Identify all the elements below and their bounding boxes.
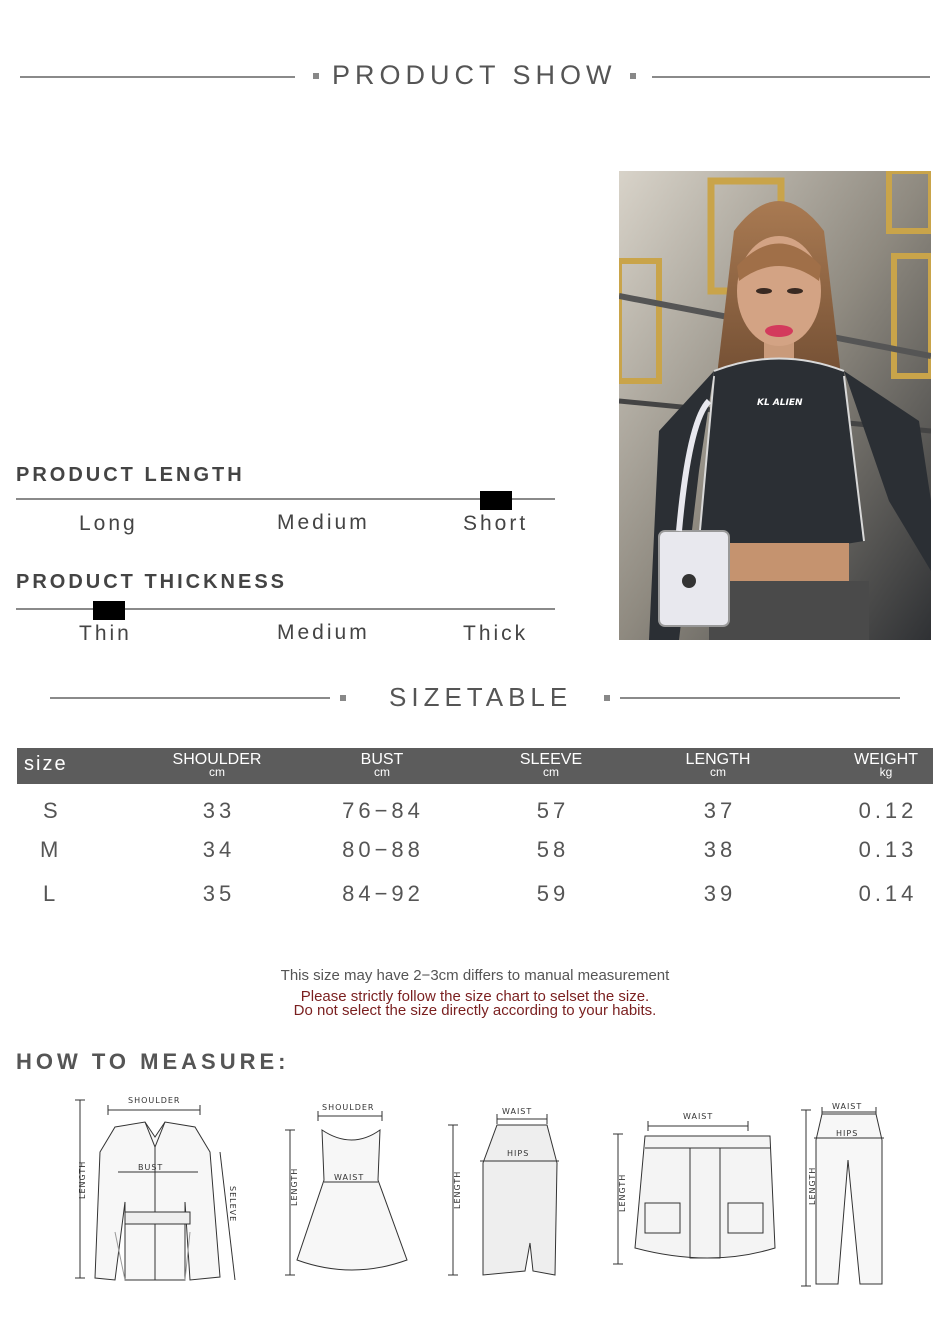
size-cell: M — [40, 837, 59, 862]
shoulder-cell: 35 — [202, 881, 236, 906]
product-length-marker — [480, 491, 512, 510]
product-length-scale — [16, 498, 555, 500]
size-cell: S — [43, 798, 58, 823]
size-warning-line1: Please strictly follow the size chart to selset the size. — [300, 988, 650, 1005]
sizetable-bullet-left — [340, 695, 346, 701]
skirt-waist-label: WAIST — [502, 1107, 533, 1116]
sizetable-rule-right — [620, 697, 900, 699]
size-warning-line2: Do not select the size directly according to your habits. — [293, 1002, 657, 1019]
length-option-long: Long — [79, 512, 138, 535]
measurement-note: This size may have 2−3cm differs to manual measurement — [280, 967, 670, 984]
sleeve-cell: 59 — [536, 881, 570, 906]
dress-length-label: LENGTH — [290, 1167, 299, 1206]
skirt-hips-label: HIPS — [507, 1149, 530, 1158]
shoulder-cell: 33 — [202, 798, 236, 823]
shirt-print-text: KL ALIEN — [757, 398, 803, 408]
skirt-diagram — [435, 1103, 565, 1288]
dress-waist-label: WAIST — [334, 1173, 365, 1182]
header-bullet-left — [313, 73, 319, 79]
sizetable-bullet-right — [604, 695, 610, 701]
sleeve-cell: 58 — [536, 837, 570, 862]
header-sleeve-unit: cm — [543, 765, 559, 779]
product-length-label: PRODUCT LENGTH — [16, 464, 245, 486]
jacket-shoulder-label: SHOULDER — [128, 1096, 181, 1105]
header-weight — [816, 752, 950, 778]
header-shoulder-name: SHOULDER — [172, 751, 262, 768]
shorts-waist-label: WAIST — [683, 1112, 714, 1121]
skirt-length-label: LENGTH — [453, 1170, 462, 1209]
page-title: PRODUCT SHOW — [332, 60, 617, 90]
bust-cell: 84−92 — [342, 881, 424, 906]
header-rule-right — [652, 76, 930, 78]
header-bust-name: BUST — [360, 751, 404, 768]
jacket-bust-label: BUST — [138, 1163, 164, 1172]
header-shoulder-unit: cm — [209, 765, 225, 779]
header-shoulder — [147, 752, 287, 778]
pants-diagram — [790, 1100, 900, 1300]
pants-length-label: LENGTH — [808, 1166, 817, 1205]
length-option-medium: Medium — [277, 511, 370, 534]
dress-diagram — [272, 1100, 412, 1285]
product-thickness-marker — [93, 601, 125, 620]
weight-cell: 0.12 — [858, 798, 918, 823]
sleeve-cell: 57 — [536, 798, 570, 823]
header-sleeve-name: SLEEVE — [519, 751, 583, 768]
size-table-header — [17, 748, 933, 784]
header-length-name: LENGTH — [685, 751, 751, 768]
jacket-diagram — [60, 1092, 250, 1292]
jacket-length-label: LENGTH — [78, 1160, 87, 1199]
length-option-short: Short — [463, 512, 529, 535]
length-cell: 37 — [703, 798, 737, 823]
sizetable-rule-left — [50, 697, 330, 699]
shorts-length-label: LENGTH — [618, 1173, 627, 1212]
length-cell: 38 — [703, 837, 737, 862]
dress-shoulder-label: SHOULDER — [322, 1103, 375, 1112]
size-cell: L — [43, 881, 56, 906]
sizetable-title: SIZETABLE — [389, 682, 573, 712]
thickness-option-thick: Thick — [463, 622, 529, 645]
how-to-measure-title: HOW TO MEASURE: — [16, 1049, 290, 1074]
pants-waist-label: WAIST — [832, 1102, 863, 1111]
jacket-sleeve-label: SELEVE — [228, 1186, 237, 1223]
bust-cell: 80−88 — [342, 837, 424, 862]
header-bust — [312, 752, 452, 778]
product-photo — [619, 171, 931, 640]
thickness-option-medium: Medium — [277, 621, 370, 644]
weight-cell: 0.14 — [858, 881, 918, 906]
header-length — [648, 752, 788, 778]
header-rule-left — [20, 76, 295, 78]
pants-hips-label: HIPS — [836, 1129, 859, 1138]
product-thickness-label: PRODUCT THICKNESS — [16, 571, 288, 593]
header-bullet-right — [630, 73, 636, 79]
header-weight-unit: kg — [879, 765, 893, 779]
header-sleeve — [481, 752, 621, 778]
header-length-unit: cm — [710, 765, 726, 779]
thickness-option-thin: Thin — [79, 622, 132, 645]
header-size: size — [24, 753, 68, 775]
weight-cell: 0.13 — [858, 837, 918, 862]
header-weight-name: WEIGHT — [854, 751, 918, 768]
bust-cell: 76−84 — [342, 798, 424, 823]
shoulder-cell: 34 — [202, 837, 236, 862]
shorts-diagram — [600, 1108, 785, 1278]
header-bust-unit: cm — [374, 765, 390, 779]
length-cell: 39 — [703, 881, 737, 906]
